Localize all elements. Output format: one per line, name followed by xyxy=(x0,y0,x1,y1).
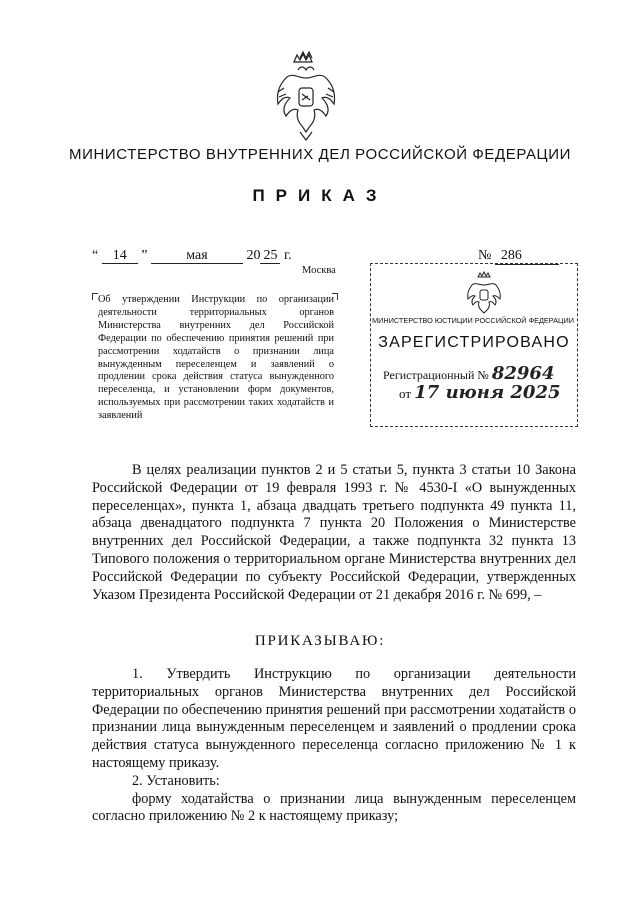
date-quote-close: ” xyxy=(141,248,148,263)
stamp-status: ЗАРЕГИСТРИРОВАНО xyxy=(378,334,570,351)
date-year-suffix: 25 xyxy=(260,249,280,264)
registration-stamp xyxy=(370,263,578,427)
order-items xyxy=(92,666,576,826)
date-quote-open: “ xyxy=(92,248,99,263)
number-label: № xyxy=(478,248,492,263)
order-date xyxy=(92,248,292,264)
stamp-date-line xyxy=(399,382,561,403)
preamble-paragraph: В целях реализации пунктов 2 и 5 статьи 5, пункта 3 статьи 10 Закона Российской Федерации от 19 февраля 1993 г. № 4530-I «О вынужденных переселенцах», пункта 1, абзаца двадцать третьего подпункта 49 пункта 11, абзаца двенадцатого подпункта 7 пункта 20 Положения о Министерстве внутренних дел Российской Федерации, а также подпункта 32 пункта 13 Типового положения о территориальном органе Министерства внутренних дел Российской Федерации по субъекту Российской Федерации, утвержденных Указом Президента Российской Федерации от 21 декабря 2016 г. № 699, – xyxy=(92,462,576,603)
stamp-registration-line xyxy=(383,363,554,384)
order-item: форму ходатайства о признании лица вынужденным переселенцем согласно приложению № 2 к настоящему приказу; xyxy=(92,790,576,825)
stamp-reg-label: Регистрационный № xyxy=(383,368,489,382)
order-item: 2. Установить: xyxy=(132,772,220,789)
stamp-date-label: от xyxy=(399,386,412,401)
orders-heading: ПРИКАЗЫВАЮ: xyxy=(254,633,386,649)
date-month: мая xyxy=(151,249,243,264)
preamble-section xyxy=(92,462,576,604)
ministry-name: МИНИСТЕРСТВО ВНУТРЕННИХ ДЕЛ РОССИЙСКОЙ ФЕДЕРАЦИИ xyxy=(68,146,572,163)
date-day: 14 xyxy=(102,249,138,264)
stamp-reg-date: 17 июня 2025 xyxy=(414,382,561,403)
order-item: 1. Утвердить Инструкцию по организации деятельности территориальных органов Министерства внутренних дел Российской Федерации по обеспечению принятия решений при рассмотрении ходатайств о признании лица вынужденным переселенцем и заявлений о продлении срока действия статуса вынужденного переселенца согласно приложению № 1 к настоящему приказу. xyxy=(92,666,576,771)
stamp-emblem-icon xyxy=(464,270,504,318)
number-value: 286 xyxy=(495,248,559,265)
stamp-authority: МИНИСТЕРСТВО ЮСТИЦИИ РОССИЙСКОЙ ФЕДЕРАЦИИ xyxy=(372,316,574,325)
document-type-title: ПРИКАЗ xyxy=(252,186,388,205)
date-year-abbr: г. xyxy=(283,248,292,263)
order-subject xyxy=(98,294,334,423)
subject-text: Об утверждении Инструкции по организации деятельности территориальных органов Министерства внутренних дел Российской Федерации по обеспечению принятия решений при рассмотрении ходатайств о признании лица вынужденным переселенцем и заявлений о продлении срока действия статуса вынужденного переселенца, и установлении форм документов, используемых при рассмотрении таких ходатайств и заявлений xyxy=(98,294,334,422)
city-name: Москва xyxy=(302,265,336,276)
stamp-reg-number: 82964 xyxy=(491,363,555,384)
coat-of-arms-emblem xyxy=(270,48,342,144)
date-year-prefix: 20 xyxy=(246,248,261,263)
